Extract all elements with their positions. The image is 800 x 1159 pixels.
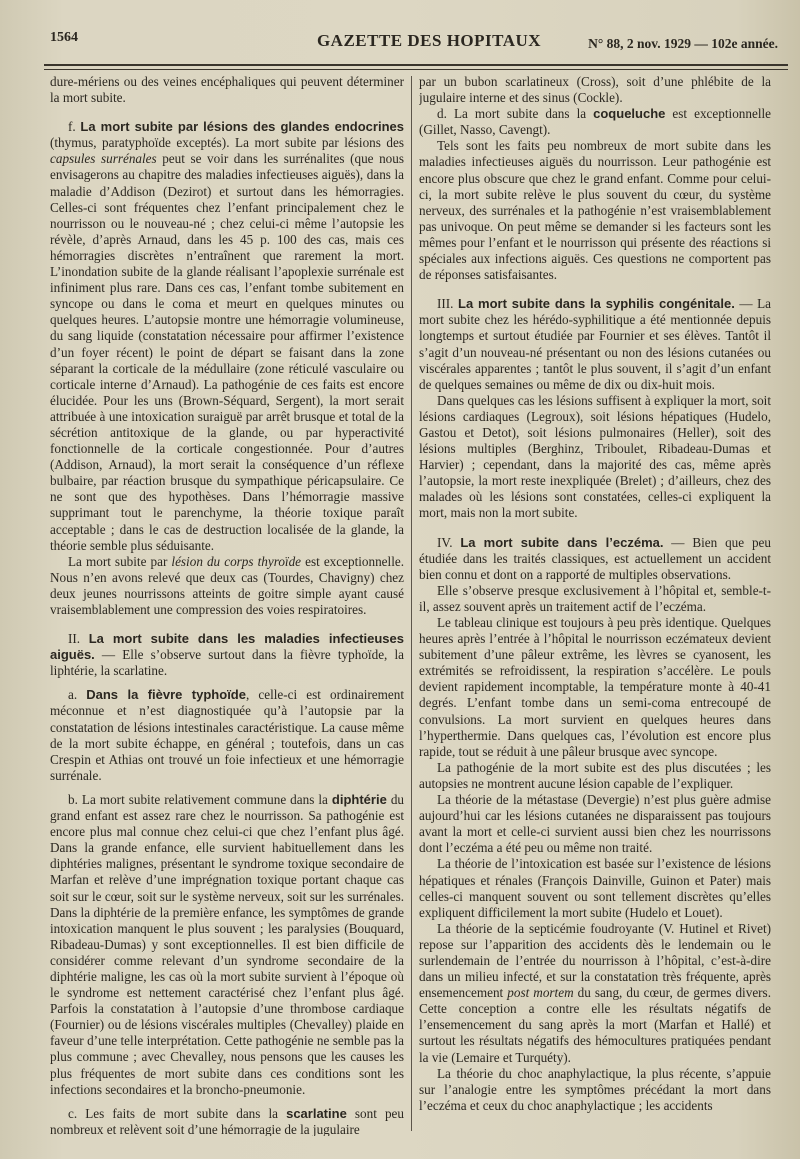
header-rule-thin <box>44 69 788 70</box>
section-heading: La mort subite dans la syphilis congénitale. <box>458 296 735 312</box>
paragraph: La pathogénie de la mort subite est des plus discutées ; les autopsies ne montrent aucune lésion capable de l’expliquer. <box>419 759 771 791</box>
subsection-b: b. La mort subite relativement commune dans la diphtérie du grand enfant est assez rare chez le nourrisson. Sa pathogénie est encore plus mal connue chez celui-ci que chez l’enfant plus âgé. Dans la grande enfance, elle survient habituellement dans les diphtéries malignes, présentant le syndrome toxique secondaire de Marfan et relève d’une imprégnation toxique portant chaque cas soit sur le cœur, soit sur le système nerveux, soit sur les surrénales. Dans la diphtérie de la première enfance, les symptômes de grande intoxication manquent le plus souvent ; les paralysies (Bouquard, Ribadeau-Dumas) y sont exceptionnelles. Il est bien difficile de considérer comme relevant d’un syndrome secondaire de la diphtérie maligne, les cas où la mort subite survient à l’époque où le syndrome est nettement caractérisé chez l’enfant plus âgé. Parfois la constatation à l’autopsie d’une thrombose cardiaque (Fournier) ou de lésions viscérales multiples (Chevalley) plaide en faveur d’une telle interprétation. Cette pathogénie ne semble pas la plus commune ; avec Chevalley, nous pensons que les causes les plus fréquentes de mort subite dans ces conditions sont les infections secondaires et la broncho-pneumonie. <box>50 791 404 1097</box>
page-header <box>44 30 784 64</box>
paragraph: Dans quelques cas les lésions suffisent à expliquer la mort, soit lésions cardiaques (Legroux), soit lésions hépatiques (Hudelo, Gastou et Detot), soit lésions pulmonaires (Heller), soit des lésions multiples (Berghinz, Triboulet, Ribadeau-Dumas et Harvier) ; cependant, dans la majorité des cas, même après l’autopsie, la mort reste inexpliquée (Brelet) ; d’ailleurs, chez des malades où les lésions sont constatées, celles-ci expliquent la mort, mais non la mort subite. <box>419 392 771 521</box>
subsection-heading: coqueluche <box>593 106 666 122</box>
paragraph: La théorie de la septicémie foudroyante (V. Hutinel et Rivet) repose sur l’apparition des accidents dès le lendemain ou le surlendemain de l’entrée du nourrisson à l’hôpital, c’est-à-dire dans un milieu infecté, et sur la constatation très fréquente, après ensemencement post mortem du sang, du cœur, de germes divers. Cette conception a contre elle les résultats négatifs de l’ensemencement du sang après la mort (Marfan et Hallé) et surtout les résultats négatifs des hémocultures pratiquées pendant la vie (Lemaire et Turquéty). <box>419 920 771 1065</box>
subsection-heading: Dans la fièvre typhoïde <box>86 687 246 703</box>
section-iv: IV. La mort subite dans l’eczéma. — Bien que peu étudiée dans les traités classiques, est actuellement un accident bien connu et dont on a rapporté de multiples observations. <box>419 534 771 582</box>
paragraph: Le tableau clinique est toujours à peu près identique. Quelques heures après l’entrée à l’hôpital le nourrisson eczémateux devient subitement d’une pâleur extrême, les lèvres se cyanosent, les extrémités se refroidissent, la respiration s’accélère. Le pouls devient rapidement incomptable, la température monte à 40-41 degrés. L’enfant tombe dans un semi-coma entrecoupé de convulsions. La mort survient en quelques heures dans l’hyperthermie. Dans quelques cas, l’évolution est encore plus rapide, tout se réduit à une pâleur brusque avec syncope. <box>419 615 771 759</box>
paragraph: La mort subite par lésion du corps thyroïde est exceptionnelle. Nous n’en avons relevé que deux cas (Tourdes, Chavigny) chez deux jeunes nourrissons atteints de goitre simple ayant causé vraisemblablement une compression des voies respiratoires. <box>50 553 404 617</box>
section-heading: La mort subite par lésions des glandes endocrines <box>80 119 404 135</box>
paragraph: par un bubon scarlatineux (Cross), soit d’une phlébite de la jugulaire interne et des sinus (Cockle). <box>419 74 771 106</box>
subsection-d: d. La mort subite dans la coqueluche est exceptionnelle (Gillet, Nasso, Cavengt). <box>419 106 771 138</box>
paragraph: Elle s’observe presque exclusivement à l’hôpital et, semble-t-il, assez souvent après un traitement actif de l’eczéma. <box>419 582 771 614</box>
left-column <box>50 74 404 1136</box>
issue-line: N° 88, 2 nov. 1929 — 102e année. <box>588 36 778 51</box>
paragraph: Tels sont les faits peu nombreux de mort subite dans les maladies infectieuses aiguës du nourrisson. Leur pathogénie est encore plus obscure que chez le grand enfant. Comme pour celui-ci, la mort subite relève le plus souvent du cœur, du système nerveux, des surrénales et la pathogénie n’est vraisemblablement pas univoque. On peut même se demander si les facteurs sont les mêmes pour l’enfant et le nourrisson qui présente des réactions si spéciales aux infections aiguës. Ces questions ne comportent pas de réponses satisfaisantes. <box>419 138 771 283</box>
subsection-heading: scarlatine <box>286 1105 347 1121</box>
right-column <box>419 74 771 1136</box>
section-f: f. La mort subite par lésions des glandes endocrines (thymus, paratyphoïde exceptés). La mort subite par lésions des capsules surrénales peut se voir dans les surrénalites (que nous envisagerons au chapitre des maladies infectieuses aiguës), dans la maladie d’Addison (Dezirot) et surtout dans les hémorragies. Celles-ci sont fréquentes chez l’enfant principalement chez le nourrisson ou le nouveau-né ; chez celui-ci même l’autopsie les révèle, d’après Arnaud, dans les 45 p. 100 des cas, mais ces hémorragies discrètes n’entraînent que rarement la mort. L’inondation subite de la glande réalisant l’apoplexie surrénale est infiniment plus rare. Dans ces cas, l’enfant tombe subitement en syncope ou dans le coma et meurt en quelques minutes ou quelques heures. L’autopsie montre une hémorragie volumineuse, du sang liquide (constatation nécessaire pour affirmer l’existence d’un foyer récent) le point de départ se faisant dans la zone séparant la corticale de la médullaire (zone réticulé vasculaire ou corticale interne d’Arnaud). La pathogénie de ces faits est encore élucidée. Pour les uns (Brown-Séquard, Sergent), la mort serait attribuée à une intoxication suraiguë par arrêt brusque et total de la sécrétion antitoxique de la glande, ou par hyperactivité fonctionnelle de la corticale congestionnée. Pour d’autres (Addison, Arnaud), la mort serait la conséquence d’un réflexe bulbaire, par réaction brusque du sympathique péricapsulaire. Ce ne sont que des hypothèses. Dans l’hémorragie massive supprimant tout le parenchyme, la théorie toxique paraît acceptable ; dans le cas de destruction localisée de la glande, la théorie semble plus séduisante. <box>50 119 404 553</box>
column-divider <box>411 76 412 1131</box>
section-heading: La mort subite dans les maladies infectieuses aiguës. <box>50 631 404 663</box>
paragraph: La théorie du choc anaphylactique, la plus récente, s’appuie sur l’analogie entre les symptômes précédant la mort dans l’eczéma et ceux du choc anaphylactique ; les accidents <box>419 1065 771 1113</box>
subsection-a: a. Dans la fièvre typhoïde, celle-ci est ordinairement méconnue et n’est diagnostiquée qu’à l’autopsie par la constatation de lésions intestinales caractéristique. La cause même de la mort subite échappe, en général ; toutefois, dans un cas Crespin et Athias ont trouvé un foie infectieux et une hémorragie surrénale. <box>50 687 404 783</box>
page-number: 1564 <box>50 30 78 45</box>
section-heading: La mort subite dans l’eczéma. <box>460 534 664 550</box>
paragraph: dure-mériens ou des veines encéphaliques qui peuvent déterminer la mort subite. <box>50 74 404 106</box>
header-rule <box>44 64 788 66</box>
paragraph: La théorie de l’intoxication est basée sur l’existence de lésions hépatiques et rénales (François Dainville, Guinon et Pater) mais celles-ci manquent souvent ou sont tellement discrètes qu’elles expliquent difficilement la mort subite (Hudelo et Louet). <box>419 856 771 920</box>
section-iii: III. La mort subite dans la syphilis congénitale. — La mort subite chez les hérédo-syphilitique a été mentionnée depuis longtemps et surtout étudiée par Fournier et ses élèves. Tantôt il s’agit d’un nouveau-né présentant ou non des lésions cutanées ou viscérales apparentes ; tantôt le plus souvent, il s’agit d’un enfant de quelques semaines ou même de dix ou dix-huit mois. <box>419 296 771 392</box>
section-ii: II. La mort subite dans les maladies infectieuses aiguës. — Elle s’observe surtout dans la fièvre typhoïde, la liphtérie, la scarlatine. <box>50 631 404 679</box>
subsection-c: c. Les faits de mort subite dans la scarlatine sont peu nombreux et relèvent soit d’une hémorragie de la jugulaire <box>50 1105 404 1136</box>
paragraph: La théorie de la métastase (Devergie) n’est plus guère admise aujourd’hui car les lésions cutanées ne disparaissent pas toujours avant la mort et celle-ci survient aussi bien chez les nourrissons dont l’eczéma a été peu ou même non traité. <box>419 792 771 856</box>
subsection-heading: diphtérie <box>331 791 387 807</box>
journal-title: GAZETTE DES HOPITAUX <box>316 31 542 50</box>
